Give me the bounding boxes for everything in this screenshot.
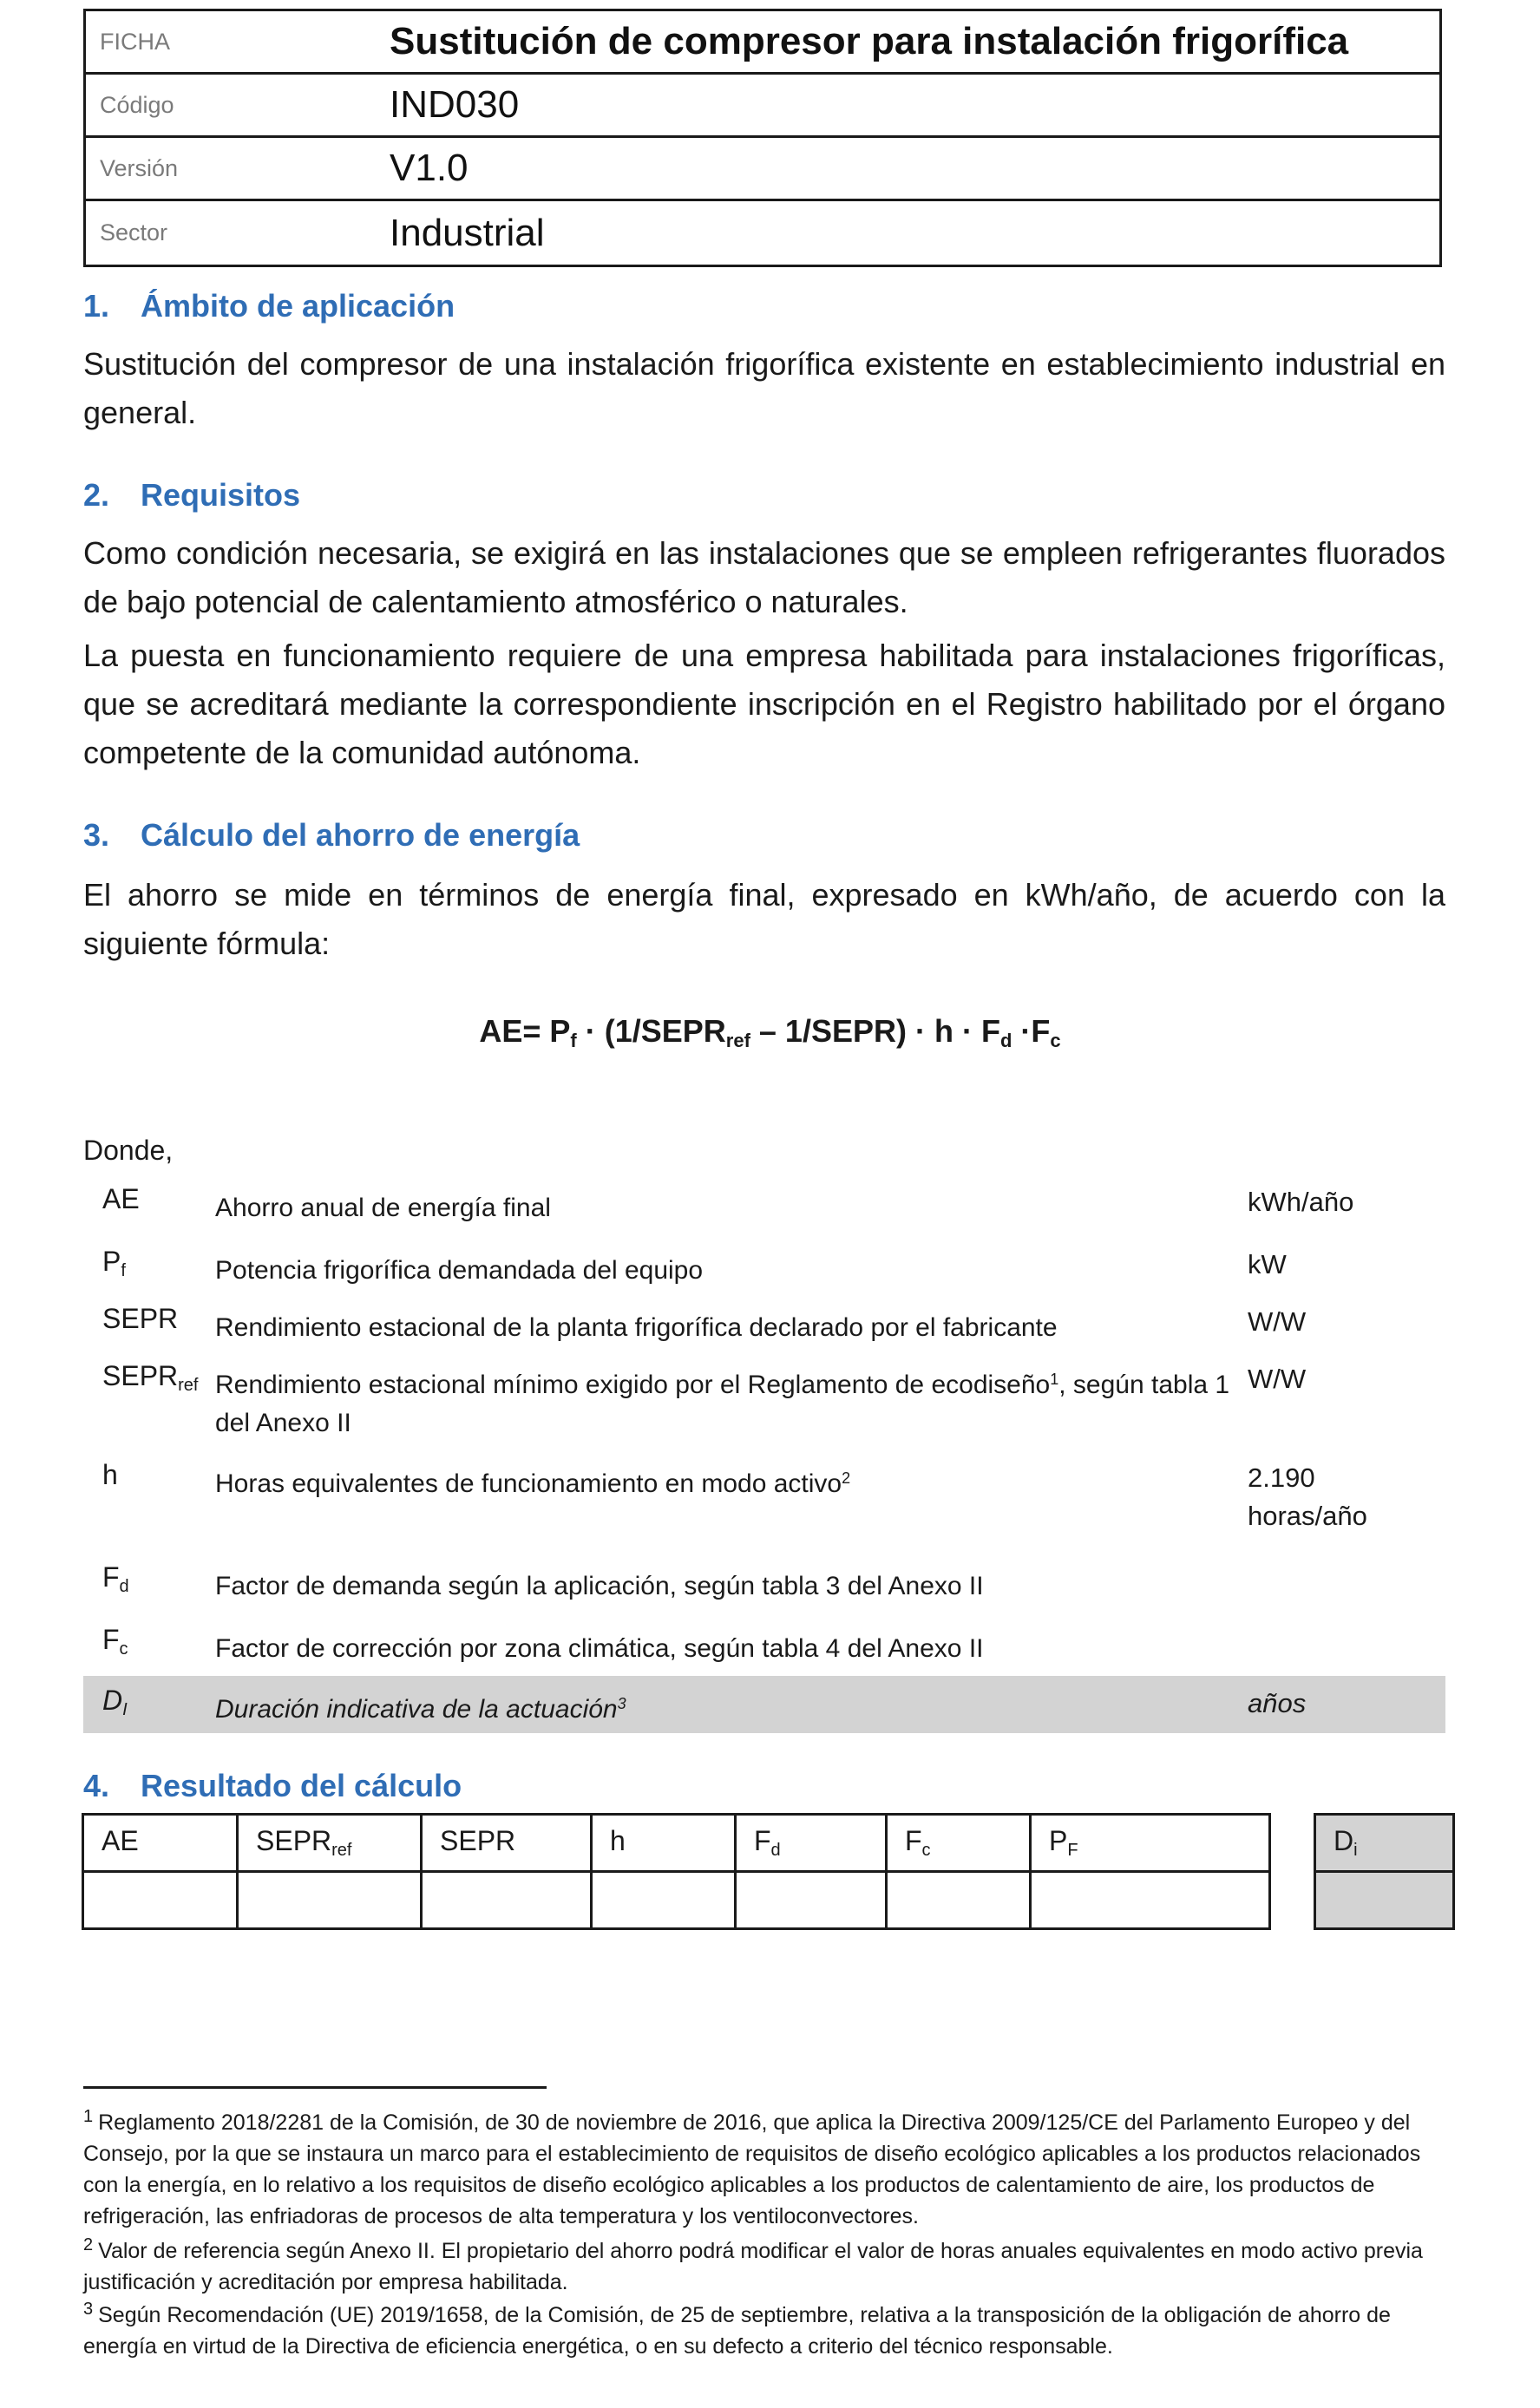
result-header-cell: $P_F$ — [1031, 1815, 1270, 1872]
result-value-cell[interactable] — [83, 1872, 238, 1929]
variable-description: Factor de demanda según la aplicación, según tabla 3 del Anexo II — [215, 1572, 984, 1600]
variable-row — [83, 1296, 1445, 1351]
section-2-paragraph-2: La puesta en funcionamiento requiere de una empresa habilitada para instalaciones frigoríficas, que se acreditará mediante la correspondiente inscripción en el Registro habilitado por el órgano competente de la comunidad autónoma. — [83, 638, 1445, 770]
result-header-cell-duration: $D_i$ — [1315, 1815, 1454, 1872]
section-heading-4 — [83, 1768, 462, 1804]
variable-row — [83, 1452, 1445, 1548]
section-number: 1. — [83, 288, 110, 324]
variable-symbol: AE — [102, 1183, 140, 1214]
variable-description: Rendimiento estacional de la planta frigorífica declarado por el fabricante — [215, 1313, 1058, 1342]
ficha-value: V1.0 — [390, 147, 469, 189]
ficha-row-code — [86, 75, 1439, 138]
variable-unit: años — [1248, 1688, 1307, 1718]
ficha-row-version — [86, 138, 1439, 201]
variable-symbol: $P_f$ — [102, 1246, 126, 1280]
variable-row — [83, 1615, 1445, 1672]
ficha-key: FICHA — [100, 28, 170, 55]
formula-subscript: f — [570, 1030, 577, 1051]
variable-unit: W/W — [1248, 1306, 1307, 1337]
result-header-cell: AE — [83, 1815, 238, 1872]
variable-symbol: $F_d$ — [102, 1561, 129, 1596]
result-header-row — [83, 1815, 1454, 1872]
variable-symbol: $D_I$ — [102, 1685, 128, 1719]
result-header-cell: SEPR — [422, 1815, 592, 1872]
result-table — [82, 1813, 1455, 1930]
footnote-1: $^1$ Reglamento 2018/2281 de la Comisión, de 30 de noviembre de 2016, que aplica la Directiva 2009/125/CE del Parlamento Europeo y del Consejo, por la que se instaura un marco para el establecimiento de requisitos de diseño ecológico aplicables a los productos relacionados con la energía, en lo relativo a los requisitos de diseño ecológico aplicables a los productos de calentamiento de aire, los productos de refrigeración, las enfriadoras de procesos de alta temperatura y los ventiloconvectores. — [83, 2107, 1421, 2228]
section-number: 3. — [83, 817, 110, 853]
variable-description: Factor de corrección por zona climática, según tabla 4 del Anexo II — [215, 1634, 984, 1663]
section-title: Ámbito de aplicación — [141, 288, 455, 324]
variable-row — [83, 1175, 1445, 1230]
variable-symbol: SEPR — [102, 1303, 179, 1334]
result-value-row — [83, 1872, 1454, 1929]
variable-unit: 2.190 horas/año — [1248, 1462, 1367, 1531]
variable-row-duration — [83, 1676, 1445, 1733]
result-value-cell-duration[interactable] — [1315, 1872, 1454, 1929]
result-value-cell[interactable] — [422, 1872, 592, 1929]
formula-subscript: c — [1050, 1030, 1061, 1051]
result-header-cell: h — [592, 1815, 736, 1872]
variable-row — [83, 1237, 1445, 1292]
ficha-row-sector — [86, 201, 1439, 265]
variable-unit: kW — [1248, 1249, 1287, 1279]
result-gap — [1270, 1872, 1315, 1929]
donde-label: Donde, — [83, 1135, 174, 1166]
variable-description: Potencia frigorífica demandada del equipo — [215, 1256, 704, 1285]
result-value-cell[interactable] — [736, 1872, 887, 1929]
result-value-cell[interactable] — [1031, 1872, 1270, 1929]
energy-saving-formula — [0, 1013, 1540, 1052]
variable-unit: W/W — [1248, 1364, 1307, 1394]
section-1-text: Sustitución del compresor de una instalación frigorífica existente en establecimiento industrial en general. — [83, 346, 1445, 430]
variable-symbol: $F_c$ — [102, 1624, 128, 1659]
footnote-divider — [83, 2086, 547, 2089]
ficha-key: Código — [100, 91, 174, 118]
variable-symbol: h — [102, 1459, 118, 1490]
result-value-cell[interactable] — [238, 1872, 422, 1929]
ficha-title: Sustitución de compresor para instalación frigorífica — [390, 20, 1349, 62]
footnote-2: $^2$ Valor de referencia según Anexo II. El propietario del ahorro podrá modificar el valor de horas anuales equivalentes en modo activo previa justificación y acreditación por empresa habilitada. — [83, 2235, 1423, 2294]
section-2-paragraph-1: Como condición necesaria, se exigirá en las instalaciones que se empleen refrigerantes fluorados de bajo potencial de calentamiento atmosférico o naturales. — [83, 535, 1445, 619]
ficha-value: Industrial — [390, 211, 545, 254]
variable-symbol: $SEPR_{ref}$ — [102, 1360, 199, 1395]
section-3-text: El ahorro se mide en términos de energía final, expresado en kWh/año, de acuerdo con la siguiente fórmula: — [83, 877, 1445, 961]
result-value-cell[interactable] — [887, 1872, 1031, 1929]
formula-subscript: ref — [725, 1030, 750, 1051]
result-header-cell: $F_d$ — [736, 1815, 887, 1872]
section-heading-2 — [83, 477, 300, 514]
section-heading-1 — [83, 288, 455, 324]
result-value-cell[interactable] — [592, 1872, 736, 1929]
variable-row — [83, 1353, 1445, 1449]
variable-description: Rendimiento estacional mínimo exigido por el Reglamento de ecodiseño$^1$, según tabla 1 del Anexo II — [215, 1371, 1230, 1437]
ficha-key: Versión — [100, 154, 179, 181]
result-header-cell: $F_c$ — [887, 1815, 1031, 1872]
variable-unit: kWh/año — [1248, 1187, 1354, 1217]
ficha-row-title — [86, 11, 1439, 75]
section-title: Cálculo del ahorro de energía — [141, 817, 580, 853]
formula-part: · (1/SEPR — [576, 1013, 726, 1049]
ficha-value: IND030 — [390, 83, 520, 126]
ficha-key: Sector — [100, 219, 168, 245]
formula-subscript: d — [999, 1030, 1012, 1051]
section-number: 4. — [83, 1768, 110, 1803]
section-title: Requisitos — [141, 477, 301, 513]
variable-description: Horas equivalentes de funcionamiento en modo activo$^2$ — [215, 1469, 851, 1498]
formula-part: – 1/SEPR) · h · F — [750, 1013, 1000, 1049]
ficha-table — [83, 9, 1442, 267]
result-header-cell: $SEPR_{ref}$ — [238, 1815, 422, 1872]
formula-part: AE= P — [479, 1013, 571, 1049]
variable-row — [83, 1553, 1445, 1610]
variable-description: Duración indicativa de la actuación$^3$ — [215, 1695, 626, 1724]
section-heading-3 — [83, 817, 580, 854]
footnote-3: $^3$ Según Recomendación (UE) 2019/1658, de la Comisión, de 25 de septiembre, relativa a la transposición de la obligación de ahorro de energía en virtud de la Directiva de eficiencia energética, o en su defecto a criterio del técnico responsable. — [83, 2300, 1391, 2359]
formula-part: ·F — [1012, 1013, 1051, 1049]
variable-description: Ahorro anual de energía final — [215, 1194, 551, 1222]
section-number: 2. — [83, 477, 110, 513]
result-gap — [1270, 1815, 1315, 1872]
section-title: Resultado del cálculo — [141, 1768, 462, 1803]
